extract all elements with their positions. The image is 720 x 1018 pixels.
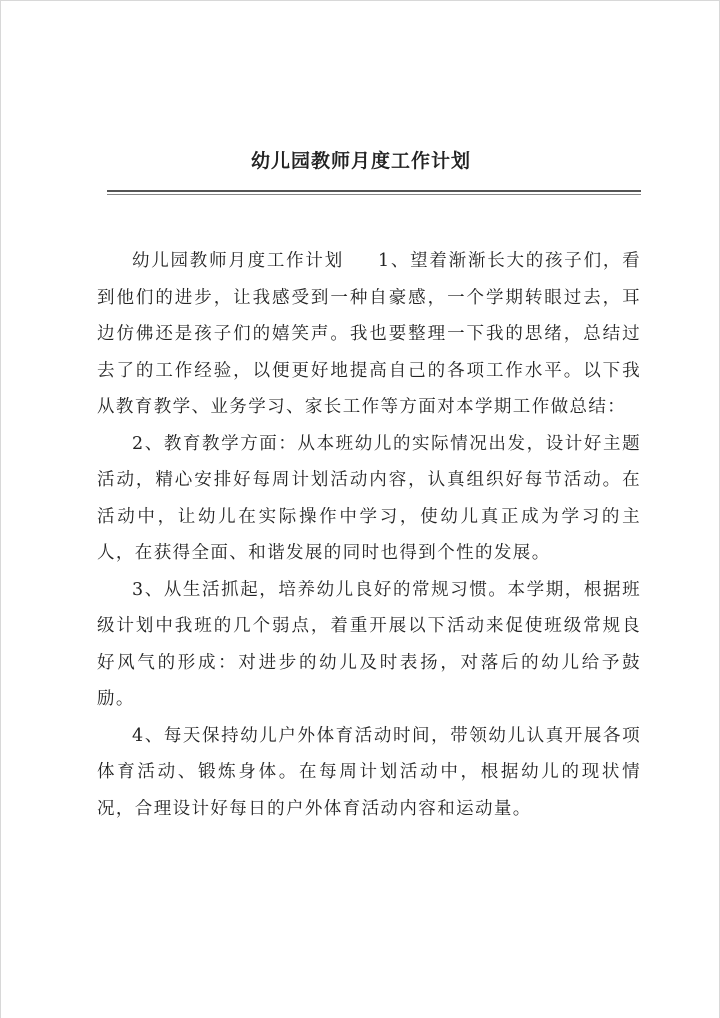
title-rule-thin [107, 194, 641, 195]
title-rule [107, 190, 641, 192]
paragraph-1 [97, 243, 641, 426]
document-body [97, 243, 641, 827]
paragraph-2: 2、教育教学方面：从本班幼儿的实际情况出发，设计好主题活动，精心安排好每周计划活动内容，认真组织好每节活动。在活动中，让幼儿在实际操作中学习，使幼儿真正成为学习的主人，在获得全面、和谐发展的同时也得到个性的发展。 [97, 433, 641, 563]
paragraph-lead: 幼儿园教师月度工作计划 [132, 251, 344, 271]
document-title: 幼儿园教师月度工作计划 [250, 150, 471, 172]
paragraph-text: 1、望着渐渐长大的孩子们，看到他们的进步，让我感受到一种自豪感，一个学期转眼过去，耳边仿佛还是孩子们的嬉笑声。我也要整理一下我的思绪，总结过去了的工作经验，以便更好地提高自己的各项工作水平。以下我从教育教学、业务学习、家长工作等方面对本学期工作做总结： [97, 251, 642, 417]
paragraph-4: 4、每天保持幼儿户外体育活动时间，带领幼儿认真开展各项体育活动、锻炼身体。在每周计划活动中，根据幼儿的现状情况，合理设计好每日的户外体育活动内容和运动量。 [97, 725, 641, 819]
paragraph-3: 3、从生活抓起，培养幼儿良好的常规习惯。本学期，根据班级计划中我班的几个弱点，着重开展以下活动来促使班级常规良好风气的形成：对进步的幼儿及时表扬，对落后的幼儿给予鼓励。 [97, 579, 641, 709]
